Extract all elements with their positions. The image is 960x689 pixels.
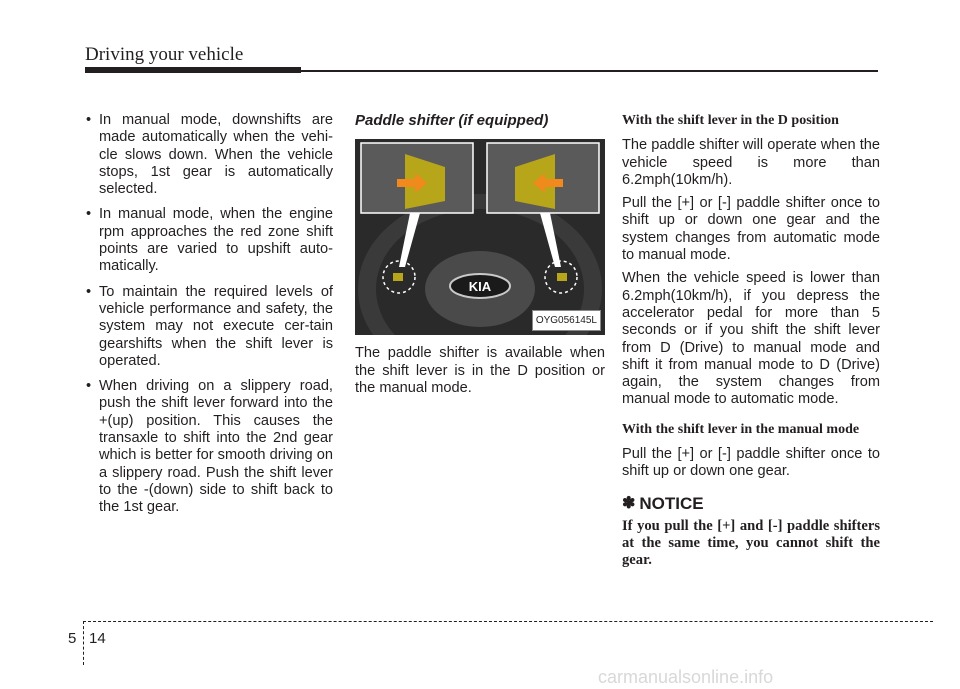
middle-column (355, 112, 605, 403)
page-number: 14 (89, 630, 106, 647)
page-header-title: Driving your vehicle (85, 44, 244, 65)
paragraph: Pull the [+] or [-] paddle shifter once to shift up or down one gear and the system changes from automatic mode to manual mode. (622, 195, 880, 264)
bullet-dot: • (86, 378, 92, 395)
header-rule-thick (85, 67, 301, 73)
footer-divider (83, 621, 84, 665)
section-title: Paddle shifter (if equipped) (355, 112, 549, 129)
paragraph: The paddle shifter will operate when the vehicle speed is more than 6.2mph(10km/h). (622, 137, 880, 188)
list-item: • When driving on a slippery road, push the shift lever forward into the +(up) position. This causes the transaxle to shift into the 2nd gear which is better for smooth driving on a slippery road. Push the shift lever to the -(down) side to shift back to the 1st gear. (86, 378, 333, 516)
paddle-shifter-figure (355, 139, 605, 335)
subheading-manual-mode: With the shift lever in the manual mode (622, 421, 860, 437)
left-column (85, 112, 333, 525)
notice-heading (622, 495, 880, 512)
asterisk-icon: ✽ (622, 494, 636, 512)
right-column (622, 112, 880, 569)
kia-logo: KIA (468, 279, 492, 295)
bullet-dot: • (86, 283, 92, 300)
chapter-number: 5 (68, 630, 77, 647)
list-item: • To maintain the required levels of vehicle performance and safety, the system may not execute cer-tain gearshifts when the shift lever is operated. (86, 283, 333, 369)
bullet-dot: • (86, 112, 92, 128)
bullet-list (85, 112, 333, 517)
paragraph: Pull the [+] or [-] paddle shifter once to shift up or down one gear. (622, 446, 880, 480)
bullet-dot: • (86, 206, 92, 223)
header-rule-thin (301, 70, 878, 72)
notice-text: If you pull the [+] and [-] paddle shifters at the same time, you cannot shift the gear. (622, 517, 880, 568)
paragraph: When the vehicle speed is lower than 6.2mph(10km/h), if you depress the accelerator pedal for more than 5 seconds or if you shift the shift lever from D (Drive) to manual mode and shift it from manual mode to D (Drive) again, the system changes from manual mode to automatic mode. (622, 270, 880, 408)
list-item: • In manual mode, when the engine rpm approaches the red zone shift points are varied to upshift auto-matically. (86, 206, 333, 275)
watermark: carmanualsonline.info (598, 667, 774, 687)
steering-wheel-illustration (355, 139, 605, 335)
paragraph: The paddle shifter is available when the shift lever is in the D position or the manual mode. (355, 345, 605, 396)
figure-code: OYG056145L (532, 310, 601, 331)
footer-rule (83, 621, 933, 622)
subheading-d-position: With the shift lever in the D position (622, 113, 839, 128)
list-item: • In manual mode, downshifts are made automatically when the vehi-cle slows down. When the vehicle stops, 1st gear is automatically selected. (86, 112, 333, 198)
notice-title: NOTICE (639, 493, 704, 513)
